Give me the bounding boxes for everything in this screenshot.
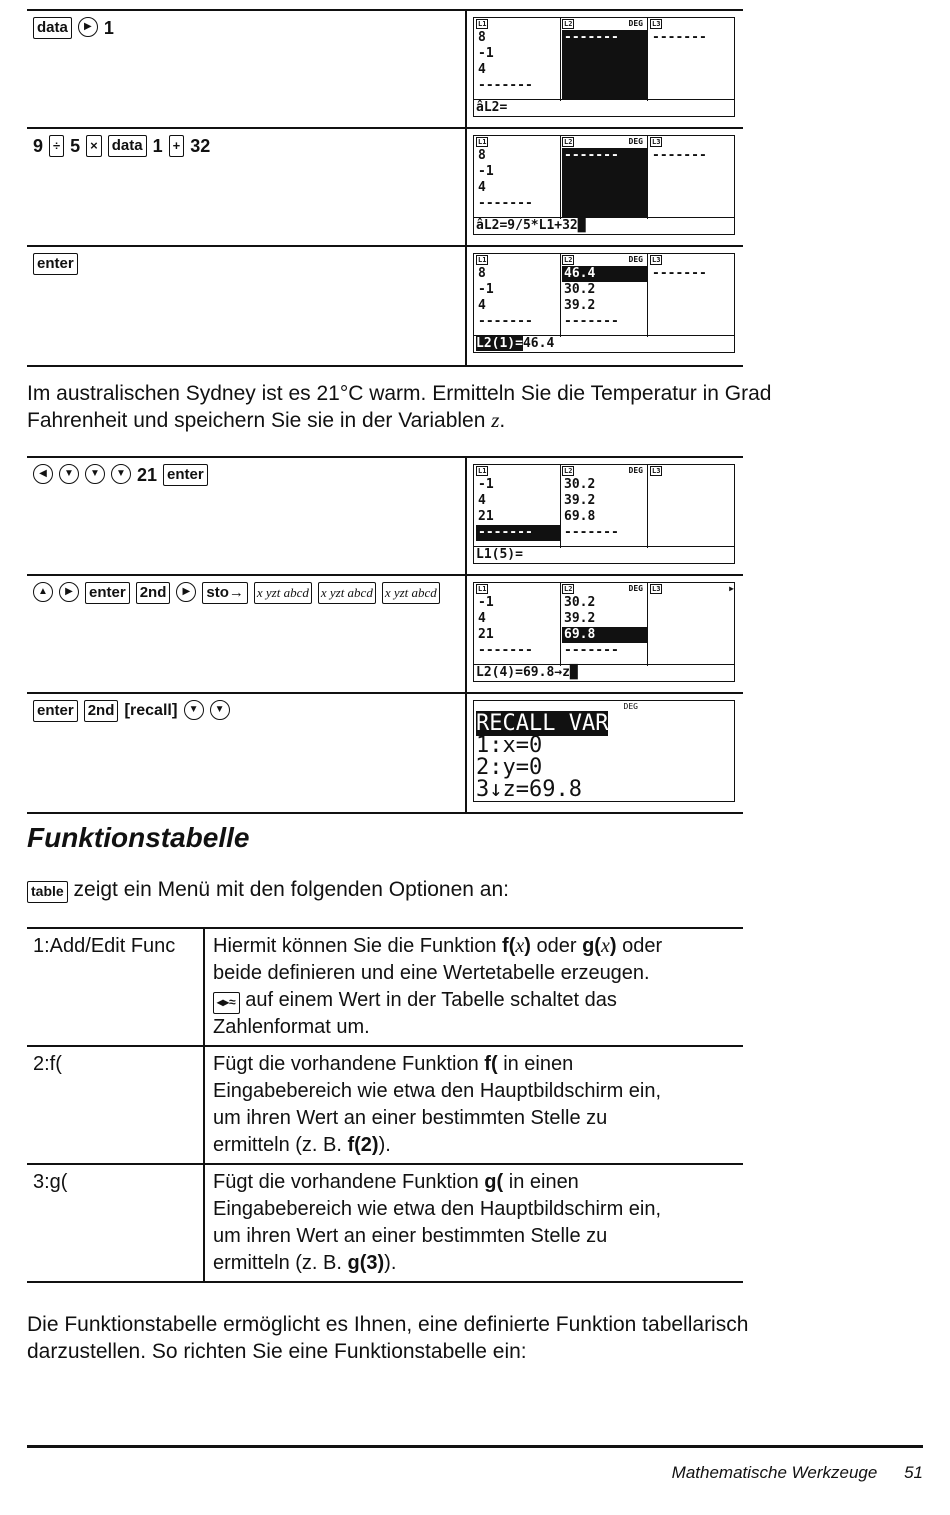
footer-title: Mathematische Werkzeuge [671,1463,878,1482]
2nd-key: 2nd [84,700,119,722]
list-cell: 30.2 [564,282,596,297]
desc-text: oder [622,935,663,957]
list-column-3: L3 ▶ [652,584,734,593]
keystroke-table-2 [27,456,743,814]
xyzt-abcd-key: x yzt abcd [382,582,440,604]
list-cell: -1 [478,282,494,297]
screen-cell [467,11,743,127]
calculator-screen [473,582,735,682]
option-description [205,929,743,1045]
right-arrow-icon: ▶ [59,582,79,602]
desc-text: Fügt die vorhandene Funktion [213,1171,479,1193]
f-function: f( [502,935,516,957]
option-description [205,1165,743,1281]
f-function: f( [484,1053,498,1075]
list-cell: 30.2 [564,595,596,610]
recall-menu [474,713,734,801]
list-column-2: L2 DEG 30.2 39.2 69.8 ------- [562,465,648,548]
divide-key: ÷ [49,135,64,157]
enter-key: enter [33,700,78,722]
table-key: table [27,881,68,903]
list-cell: ------- [478,78,533,93]
keystroke-cell [27,576,467,692]
toggle-format-key: ◂▸≈ [213,992,240,1014]
section-heading: Funktionstabelle [27,822,250,853]
list-column-3: L3 ------- [650,18,734,101]
table-row [27,574,743,692]
right-arrow-icon: ▶ [176,582,196,602]
down-arrow-icon: ▼ [111,464,131,484]
entry-line: âL2=9/5*L1+32█ [474,217,734,234]
screen-cell [467,247,743,365]
list-cell: ------- [564,643,619,658]
deg-indicator: DEG [628,584,643,593]
screen-cell [467,694,743,812]
paragraph [27,1311,887,1365]
list-cell: 21 [478,509,494,524]
list-cell: 4 [478,611,486,626]
list-column-1: L1 8 -1 4 ------- [476,254,561,337]
deg-indicator: DEG [628,19,643,28]
desc-text: um ihren Wert an einer bestimmten Stelle zu [213,1225,608,1247]
desc-text: ). [378,1134,391,1156]
key-text: 1 [152,136,163,156]
table-row [27,927,743,1045]
list-column-1: L1 8 -1 4 ------- [476,18,561,101]
calculator-screen [473,253,735,353]
desc-text: Eingabebereich wie etwa den Hauptbildschirm ein, [213,1080,662,1102]
entry-line: âL2= [474,99,734,116]
entry-line: L1(5)= [474,546,734,563]
var-x: x [600,935,610,957]
list-cell-selected: 46.4 [562,266,647,282]
options-table [27,927,743,1283]
down-arrow-icon: ▼ [59,464,79,484]
key-text: 21 [137,465,158,485]
list-cell: -1 [478,164,494,179]
desc-text: Hiermit können Sie die Funktion [213,935,497,957]
calculator-screen [473,17,735,117]
table-row [27,456,743,574]
list-column-2: L2 DEG 30.2 39.2 69.8 ------- [562,583,648,666]
example: g(3) [347,1252,385,1274]
desc-text: oder [536,935,577,957]
enter-key: enter [85,582,130,604]
list-cell: 39.2 [564,298,596,313]
desc-text: um ihren Wert an einer bestimmten Stelle zu [213,1107,608,1129]
list-cell: 21 [478,627,494,642]
paragraph-line: Fahrenheit und speichern Sie sie in der Variablen [27,409,486,432]
list-cell: 39.2 [564,493,596,508]
list-cell: -1 [478,595,494,610]
table-row [27,245,743,367]
list-cell: ------- [652,266,707,281]
list-column-3: L3 [652,467,661,475]
calculator-screen [473,135,735,235]
right-arrow-icon: ▶ [78,17,98,37]
menu-item: 1:x=0 [476,733,543,758]
screen-cell [467,576,743,692]
up-arrow-icon: ▲ [33,582,53,602]
desc-text: in einen [508,1171,579,1193]
page-footer [672,1463,923,1483]
list-cell: 4 [478,62,486,77]
key-text: 1 [103,18,114,38]
list-cell: 8 [478,266,486,281]
list-column-1: L1 -1 4 21 ------- [476,583,561,666]
list-cell-selected: ------- [476,525,560,541]
recall-function: [recall] [124,700,178,719]
key-text: 32 [190,136,211,156]
keystroke-cell [27,11,467,127]
list-column-3: L3 ------- [650,254,734,337]
xyzt-abcd-key: x yzt abcd [254,582,312,604]
option-label: 1:Add/Edit Func [27,929,205,1045]
menu-title: RECALL VAR [476,711,609,736]
desc-text: ermitteln (z. B. [213,1134,342,1156]
list-cell: 4 [478,180,486,195]
option-description [205,1047,743,1163]
list-cell: ------- [564,30,619,45]
paren: ) [609,935,617,957]
paragraph-line: Die Funktionstabelle ermöglicht es Ihnen, eine definierte Funktion tabellarisch [27,1313,749,1336]
down-arrow-icon: ▼ [210,700,230,720]
desc-text: beide definieren und eine Wertetabelle erzeugen. [213,962,650,984]
paragraph-line: Im australischen Sydney ist es 21°C warm. Ermitteln Sie die Temperatur in Grad [27,382,772,405]
paren: ) [524,935,531,957]
list-cell: -1 [478,46,494,61]
desc-text: auf einem Wert in der Tabelle schaltet das [245,989,617,1011]
list-column-1: L1 -1 4 21 ------- [476,465,561,548]
data-key: data [108,135,147,157]
variable-z: z [491,408,500,432]
var-x: x [515,935,525,957]
keystroke-cell [27,129,467,245]
xyzt-abcd-key: x yzt abcd [318,582,376,604]
table-row [27,692,743,814]
calculator-screen [473,464,735,564]
list-cell: ------- [564,314,619,329]
list-cell: 8 [478,148,486,163]
keystroke-cell [27,694,467,812]
deg-indicator: DEG [628,137,643,146]
sto-key: sto→ [202,582,248,604]
g-function: g( [582,935,601,957]
menu-item-selected: 3↓z=69.8 [476,777,582,802]
desc-text: ). [384,1252,397,1274]
list-cell-selected: 69.8 [562,627,647,643]
option-label: 2:f( [27,1047,205,1163]
list-cell: 30.2 [564,477,596,492]
entry-line [474,335,734,352]
left-arrow-icon: ◀ [33,464,53,484]
multiply-key: × [86,135,102,157]
keystroke-cell [27,458,467,574]
list-column-1: L1 8 -1 4 ------- [476,136,561,219]
deg-indicator: DEG [623,702,638,711]
recall-label: recall [130,702,172,719]
list-cell: 4 [478,493,486,508]
table-row [27,9,743,127]
desc-text: Eingabebereich wie etwa den Hauptbildschirm ein, [213,1198,662,1220]
desc-text: Zahlenformat um. [213,1016,370,1038]
list-cell: ------- [478,643,533,658]
list-column-2: L2 DEG ------- [562,136,648,219]
table-row [27,1163,743,1283]
deg-indicator: DEG [628,466,643,475]
intro-text: zeigt ein Menü mit den folgenden Optionen an: [73,878,509,901]
menu-item: 2:y=0 [476,755,543,780]
desc-text: Fügt die vorhandene Funktion [213,1053,479,1075]
option-label: 3:g( [27,1165,205,1281]
intro-line [27,876,887,903]
list-cell: ------- [652,30,707,45]
scroll-right-indicator-icon: ▶ [729,584,734,593]
calculator-screen [473,700,735,802]
paragraph-line: darzustellen. So richten Sie eine Funktionstabelle ein: [27,1340,527,1363]
down-arrow-icon: ▼ [184,700,204,720]
footer-rule [27,1445,923,1448]
data-key: data [33,17,72,39]
list-column-3: L3 ------- [650,136,734,219]
table-row [27,127,743,245]
list-column-2: L2 DEG ------- [562,18,648,101]
screen-cell [467,458,743,574]
g-function: g( [484,1171,504,1193]
paragraph: Im australischen Sydney ist es 21°C warm. Ermitteln Sie die Temperatur in Grad Fahrenheit und speichern Sie sie in der Variablen z. [27,380,887,434]
deg-indicator: DEG [628,255,643,264]
list-cell: ------- [564,148,619,163]
list-cell: ------- [478,196,533,211]
entry-value: 46.4 [522,336,555,351]
keystroke-table-1 [27,9,743,367]
desc-text: ermitteln (z. B. [213,1252,342,1274]
list-cell: 8 [478,30,486,45]
entry-line: L2(4)=69.8→z█ [474,664,734,681]
2nd-key: 2nd [136,582,171,604]
list-column-2: L2 DEG 46.4 30.2 39.2 ------- [562,254,648,337]
key-text: 5 [70,136,81,156]
screen-cell [467,129,743,245]
entry-label: L2(1)= [476,336,523,351]
enter-key: enter [163,464,208,486]
keystroke-cell [27,247,467,365]
plus-key: + [169,135,185,157]
list-cell: -1 [478,477,494,492]
list-cell: ------- [564,525,619,540]
down-arrow-icon: ▼ [85,464,105,484]
list-cell: 4 [478,298,486,313]
key-text: 9 [33,136,44,156]
list-cell: ------- [652,148,707,163]
list-cell: 69.8 [564,509,596,524]
desc-text: in einen [503,1053,574,1075]
table-row [27,1045,743,1163]
example: f(2) [347,1134,379,1156]
list-cell: 39.2 [564,611,596,626]
page-number: 51 [904,1463,923,1482]
list-cell: ------- [478,314,533,329]
enter-key: enter [33,253,78,275]
